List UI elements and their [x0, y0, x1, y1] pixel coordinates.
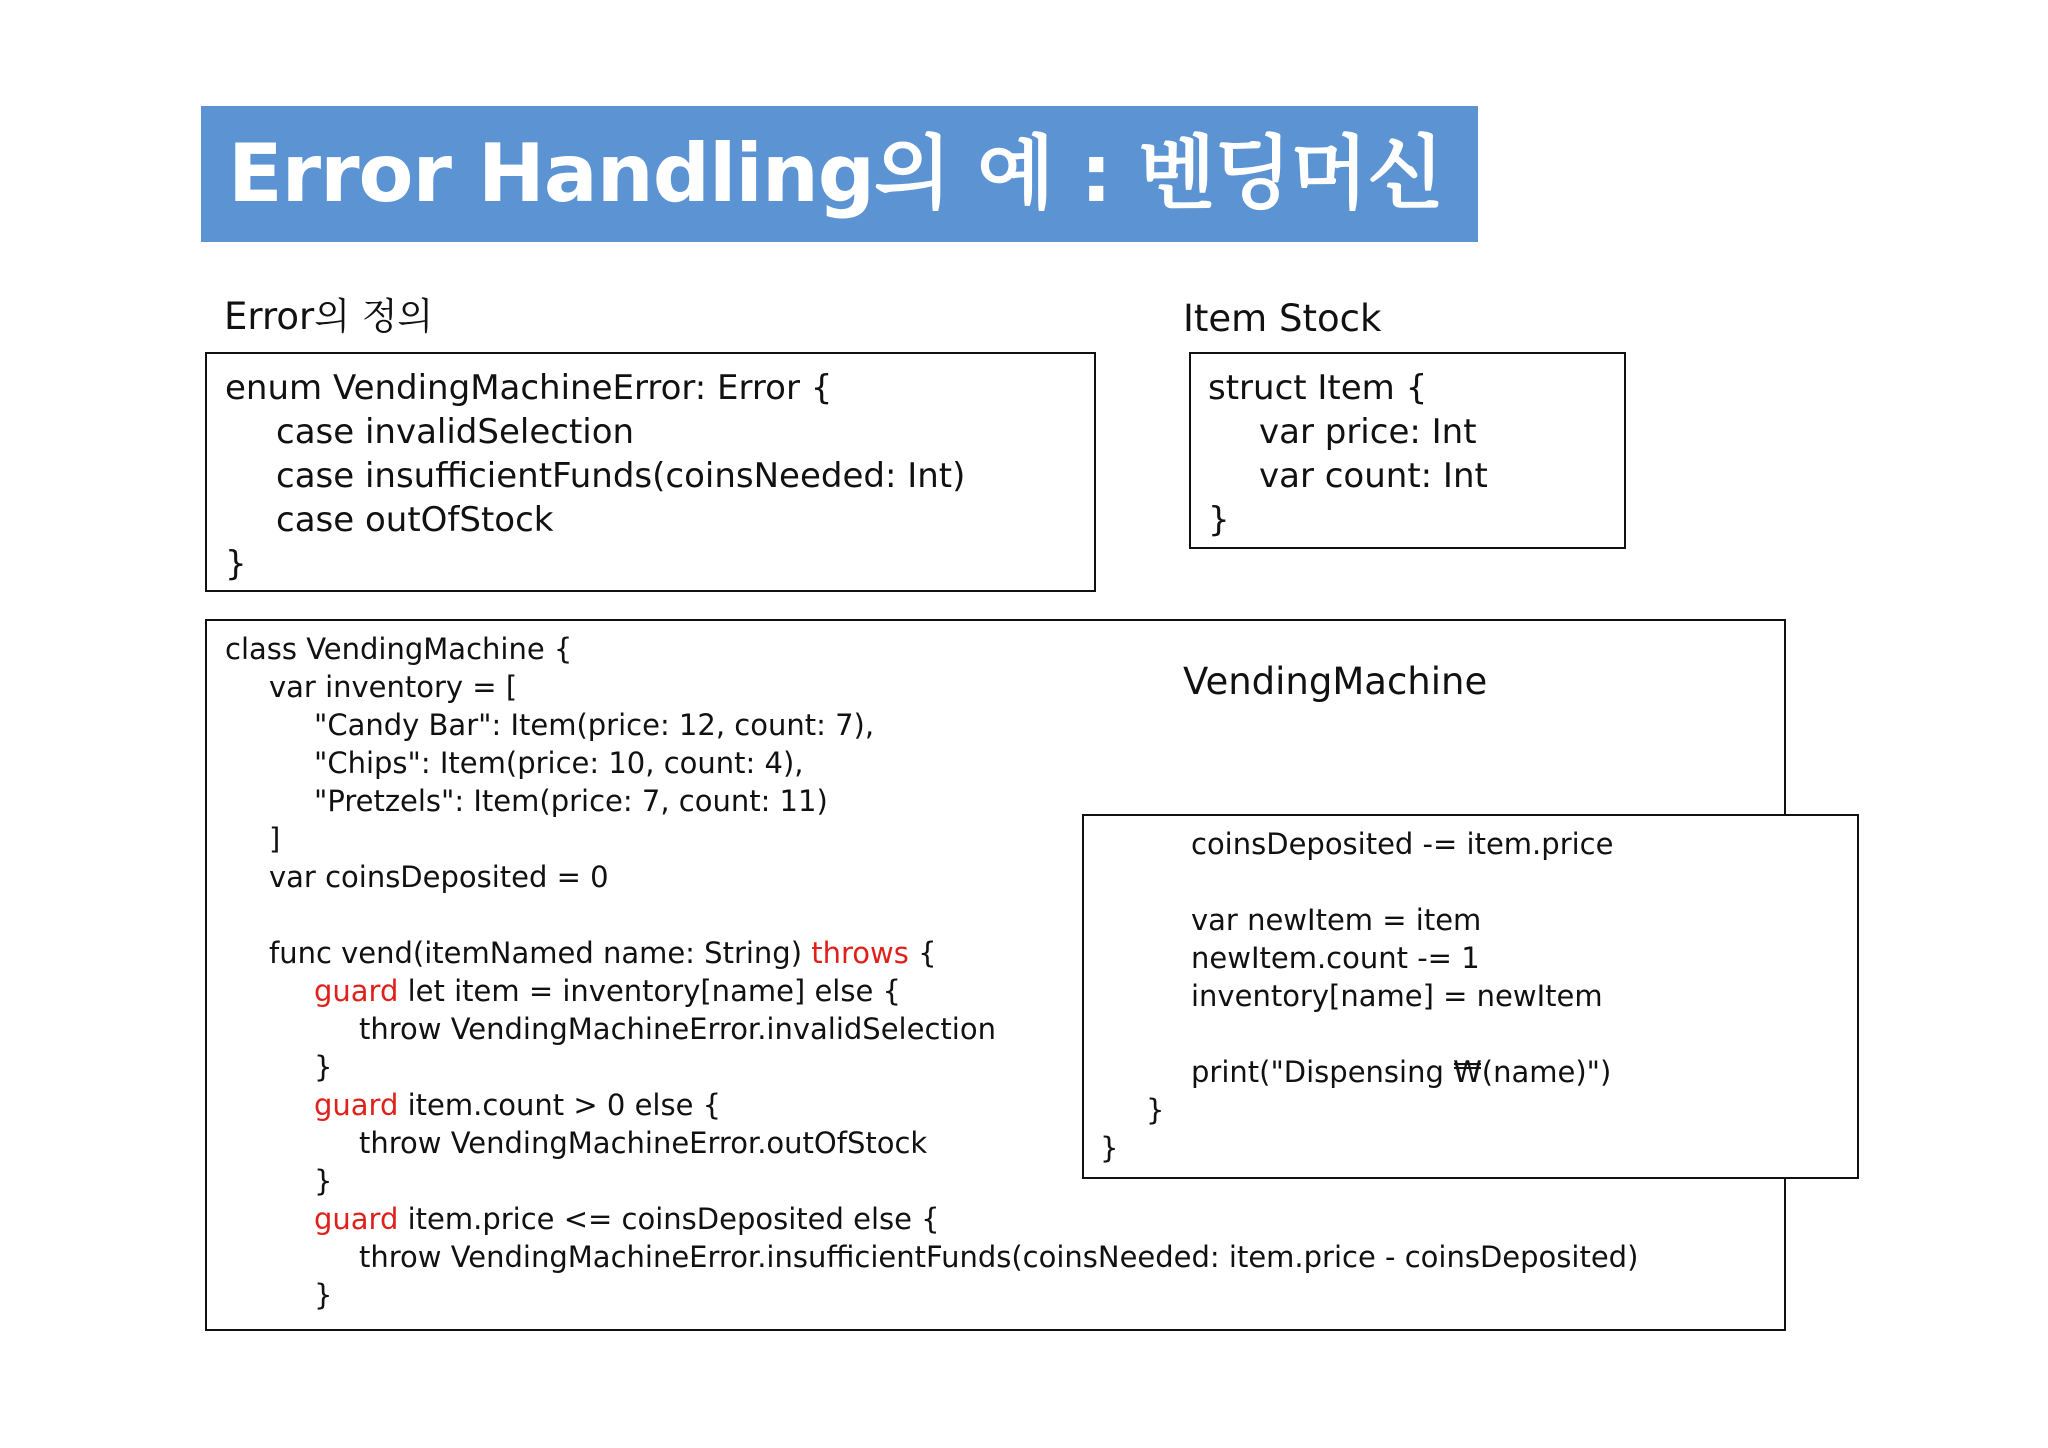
code-line: inventory[name] = newItem [1191, 979, 1603, 1013]
code-line: newItem.count -= 1 [1191, 941, 1480, 975]
title-banner [201, 106, 1478, 242]
guard-keyword: guard [314, 974, 399, 1008]
code-line [314, 972, 901, 1010]
code-line: ] [269, 822, 281, 856]
code-line: case insufficientFunds(coinsNeeded: Int) [276, 456, 966, 496]
code-line: throw VendingMachineError.invalidSelection [359, 1012, 996, 1046]
item-struct-code-box [1189, 352, 1626, 549]
page-title: Error Handling의 예 : 벤딩머신 [228, 127, 1444, 220]
code-line: print("Dispensing ₩(name)") [1191, 1055, 1612, 1089]
code-line: } [1146, 1093, 1165, 1127]
code-line: } [1100, 1131, 1119, 1165]
code-line: "Chips": Item(price: 10, count: 4), [314, 746, 804, 780]
code-line: enum VendingMachineError: Error { [225, 368, 833, 408]
code-line [314, 1200, 940, 1238]
vending-machine-label: VendingMachine [1183, 660, 1488, 703]
code-line: } [1208, 500, 1230, 540]
vend-continuation-code-box [1082, 814, 1859, 1179]
code-line: var newItem = item [1191, 903, 1482, 937]
code-line: } [314, 1050, 333, 1084]
code-text: item.price <= coinsDeposited else { [398, 1202, 940, 1236]
code-line: coinsDeposited -= item.price [1191, 827, 1614, 861]
code-line: var coinsDeposited = 0 [269, 860, 609, 894]
code-line: var count: Int [1259, 456, 1488, 496]
code-line: case invalidSelection [276, 412, 635, 452]
code-line: throw VendingMachineError.outOfStock [359, 1126, 928, 1160]
code-line: var inventory = [ [269, 670, 518, 704]
code-line [269, 934, 937, 972]
code-text: { [908, 936, 937, 970]
guard-keyword: guard [314, 1202, 399, 1236]
code-text: let item = inventory[name] else { [398, 974, 901, 1008]
item-stock-heading: Item Stock [1183, 297, 1382, 340]
code-line: "Pretzels": Item(price: 7, count: 11) [314, 784, 828, 818]
code-line: } [314, 1164, 333, 1198]
code-text: func vend(itemNamed name: String) [269, 936, 812, 970]
code-line: } [314, 1278, 333, 1312]
code-line: class VendingMachine { [225, 632, 573, 666]
error-enum-code-box [205, 352, 1096, 592]
guard-keyword: guard [314, 1088, 399, 1122]
code-line: case outOfStock [276, 500, 554, 540]
code-line: } [225, 544, 247, 584]
code-line: throw VendingMachineError.insufficientFunds(coinsNeeded: item.price - coinsDeposited) [359, 1240, 1639, 1274]
code-line: var price: Int [1259, 412, 1477, 452]
code-text: item.count > 0 else { [398, 1088, 722, 1122]
throws-keyword: throws [811, 936, 909, 970]
code-line [314, 1086, 721, 1124]
error-definition-heading: Error의 정의 [224, 295, 434, 338]
code-line: "Candy Bar": Item(price: 12, count: 7), [314, 708, 875, 742]
code-line: struct Item { [1208, 368, 1428, 408]
